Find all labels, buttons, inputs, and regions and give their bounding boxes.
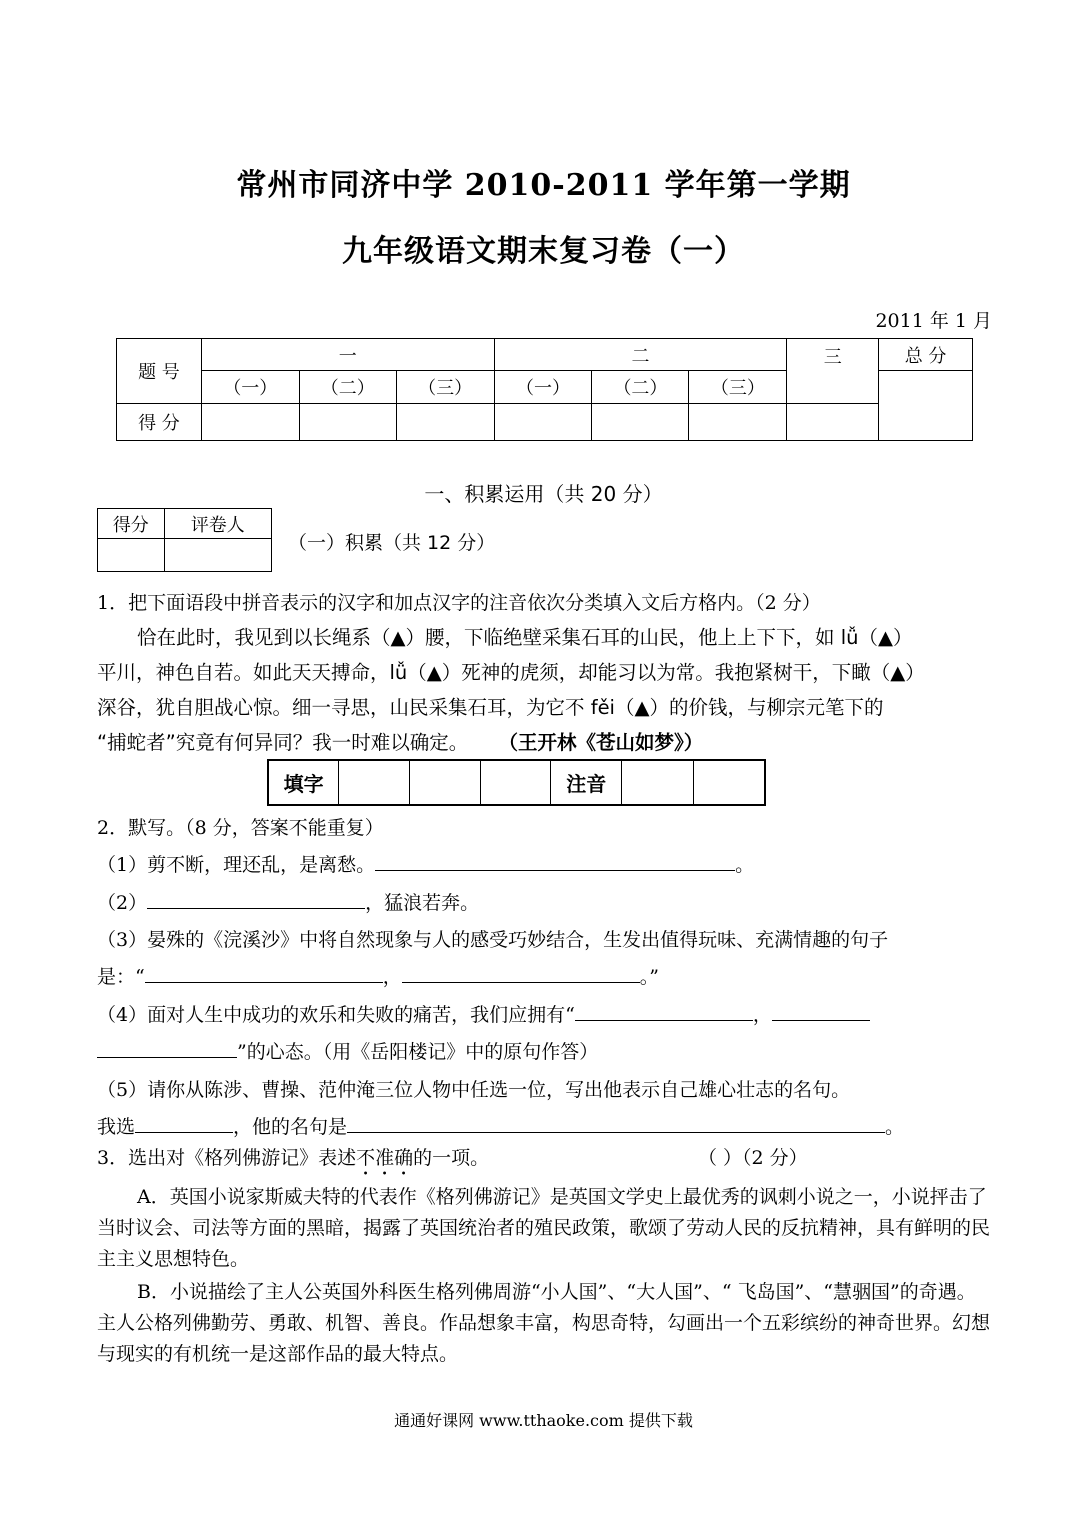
- answer-cell[interactable]: [409, 760, 480, 805]
- q2-item3-line1: （3）晏殊的《浣溪沙》中将自然现象与人的感受巧妙结合，生发出值得玩味、充满情趣的句子: [97, 929, 889, 951]
- q1-stem: 1．把下面语段中拼音表示的汉字和加点汉字的注音依次分类填入文后方格内。（2 分）: [97, 592, 821, 614]
- q3-answer-paren[interactable]: （ ）（2 分）: [698, 1147, 808, 1169]
- passage-line: 深谷，犹自胆战心惊。细一寻思，山民采集石耳，为它不 fěi（▲）的价钱，与柳宗元笔下的: [97, 696, 884, 719]
- q2-item3-line2: 是：“ ， 。”: [97, 966, 659, 988]
- score-table-item-label: 题 号: [117, 339, 202, 404]
- score-cell[interactable]: [396, 404, 494, 441]
- grader-name-label: 评卷人: [164, 509, 271, 539]
- grader-score-label: 得分: [98, 509, 165, 539]
- score-cell[interactable]: [299, 404, 396, 441]
- q1-passage: [97, 620, 997, 760]
- q3-stem-emphasis: 不准确: [356, 1147, 414, 1169]
- answer-blank[interactable]: [135, 1114, 233, 1133]
- score-cell[interactable]: [494, 404, 592, 441]
- q2-item5-label-a: 我选: [97, 1116, 136, 1138]
- exam-title-line1: 常州市同济中学 2010-2011 学年第一学期: [236, 168, 851, 203]
- answer-cell[interactable]: [480, 760, 551, 805]
- q2-item2-prefix: （2）: [97, 892, 148, 914]
- score-table-sub-label: （一）: [494, 371, 592, 404]
- answer-blank[interactable]: [375, 852, 735, 871]
- page-footer: 通通好课网 www.tthaoke.com 提供下载: [394, 1411, 693, 1430]
- q2-item4-line1: （4）面对人生中成功的欢乐和失败的痛苦，我们应拥有“ ，: [97, 1000, 870, 1027]
- answer-blank[interactable]: [772, 1002, 870, 1021]
- grader-name-cell[interactable]: [164, 539, 271, 572]
- grader-box: [97, 508, 272, 572]
- q3-stem-text: 3．选出对《格列佛游记》表述: [97, 1147, 357, 1169]
- q2-stem: 2．默写。（8 分，答案不能重复）: [97, 817, 384, 839]
- fill-label: 填字: [268, 760, 339, 805]
- q3-option-b: B．小说描绘了主人公英国外科医生格列佛周游“小人国”、“大人国”、“ 飞岛国”、“慧骃国”的奇遇。主人公格列佛勤劳、勇敢、机智、善良。作品想象丰富，构思奇特，勾画出一个五彩缤纷的神奇世界。幻想与现实的有机统一是这部作品的最大特点。: [97, 1281, 991, 1365]
- passage-line: [97, 725, 997, 760]
- answer-blank[interactable]: [145, 964, 383, 983]
- answer-cell[interactable]: [622, 760, 694, 805]
- score-table-sub-label: （三）: [689, 371, 787, 404]
- score-table-total-cell[interactable]: [879, 371, 973, 441]
- score-table-sub-label: （二）: [299, 371, 396, 404]
- score-table: [116, 338, 973, 441]
- q3-stem-text: 的一项。: [413, 1147, 490, 1169]
- q2-item4-text: （4）面对人生中成功的欢乐和失败的痛苦，我们应拥有“: [97, 1004, 575, 1026]
- passage-line: 平川，神色自若。如此天天搏命，lǚ（▲）死神的虎须，却能习以为常。我抱紧树干，下瞰（▲）: [97, 661, 925, 684]
- score-table-sub-label: （二）: [592, 371, 689, 404]
- q2-item4-suffix: ”的心态。（用《岳阳楼记》中的原句作答）: [237, 1041, 599, 1063]
- score-table-section-three: 三: [787, 339, 879, 404]
- answer-blank[interactable]: [147, 890, 365, 909]
- answer-blank[interactable]: [402, 964, 640, 983]
- score-table-section-two: 二: [494, 339, 787, 371]
- q2-item4-line2: [97, 1037, 598, 1064]
- score-table-score-label: 得 分: [117, 404, 202, 441]
- q2-item1-text: （1）剪不断，理还乱，是离愁。: [97, 854, 376, 876]
- q2-item2: [97, 888, 479, 915]
- answer-cell[interactable]: [339, 760, 410, 805]
- score-cell[interactable]: [592, 404, 689, 441]
- sub-heading: （一）积累（共 12 分）: [288, 532, 496, 554]
- score-table-total-label: 总 分: [879, 339, 973, 371]
- passage-line-text: “捕蛇者”究竟有何异同？我一时难以确定。: [97, 731, 469, 754]
- q1-answer-box: [267, 759, 766, 806]
- section-heading: 一、积累运用（共 20 分）: [424, 482, 663, 506]
- grader-score-cell[interactable]: [98, 539, 165, 572]
- q2-item1: （1）剪不断，理还乱，是离愁。 。: [97, 854, 755, 876]
- passage-source: （王开林《苍山如梦》）: [508, 731, 704, 754]
- score-table-sub-label: （三）: [396, 371, 494, 404]
- q2-item5-line1: （5）请你从陈涉、曹操、范仲淹三位人物中任选一位，写出他表示自己雄心壮志的名句。: [97, 1079, 851, 1101]
- q2-item5-label-b: ，他的名句是: [233, 1116, 348, 1138]
- answer-cell[interactable]: [693, 760, 765, 805]
- passage-line: 恰在此时，我见到以长绳系（▲）腰，下临绝壁采集石耳的山民，他上上下下，如 lǚ（▲）: [137, 626, 913, 649]
- q3-option-a: A．英国小说家斯威夫特的代表作《格列佛游记》是英国文学史上最优秀的讽刺小说之一，小说抨击了当时议会、司法等方面的黑暗，揭露了英国统治者的殖民政策，歌颂了劳动人民的反抗精神，具有鲜明的民主主义思想特色。: [97, 1186, 991, 1270]
- score-cell[interactable]: [689, 404, 787, 441]
- score-table-section-one: 一: [201, 339, 494, 371]
- answer-blank[interactable]: [347, 1114, 885, 1133]
- answer-blank[interactable]: [575, 1002, 753, 1021]
- pinyin-label: 注音: [551, 760, 622, 805]
- q3-stem: [97, 1143, 489, 1180]
- exam-date: 2011 年 1 月: [875, 310, 992, 332]
- score-cell[interactable]: [787, 404, 879, 441]
- q2-item5-line2: 我选 ，他的名句是 。: [97, 1116, 905, 1138]
- exam-title-line2: 九年级语文期末复习卷（一）: [342, 234, 745, 269]
- score-cell[interactable]: [201, 404, 299, 441]
- q2-item2-text: ，猛浪若奔。: [365, 892, 480, 914]
- answer-blank[interactable]: [97, 1039, 237, 1058]
- q2-item3-prefix: 是：“: [97, 966, 145, 988]
- score-table-sub-label: （一）: [201, 371, 299, 404]
